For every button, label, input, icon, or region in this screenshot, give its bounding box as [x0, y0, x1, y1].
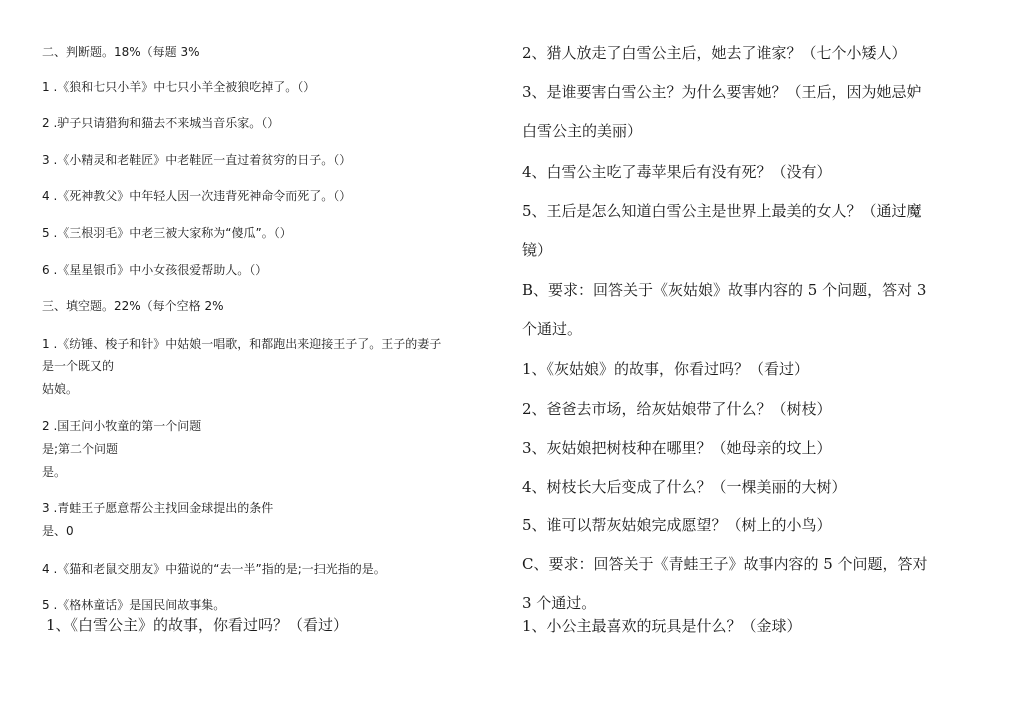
- question-item-continued: 镜）: [522, 241, 553, 259]
- question-item: 4、树枝长大后变成了什么？（一棵美丽的大树）: [522, 478, 847, 496]
- fill-in-item: 3 .青蛙王子愿意帮公主找回金球提出的条件: [42, 501, 274, 515]
- question-item: 3、是谁要害白雪公主？为什么要害她？（王后，因为她忌妒: [522, 83, 922, 101]
- fill-in-item-continued: 是、0: [42, 524, 74, 538]
- judgment-item: 5 .《三根羽毛》中老三被大家称为“傻瓜”。（）: [42, 226, 292, 240]
- fill-in-item-continued: 姑娘。: [42, 382, 79, 396]
- question-item: 5、王后是怎么知道白雪公主是世界上最美的女人？（通过魔: [522, 202, 922, 220]
- question-item: 1、小公主最喜欢的玩具是什么？（金球）: [522, 617, 802, 635]
- fill-in-item-continued: 是;第二个问题: [42, 442, 119, 456]
- fill-in-item: 5 .《格林童话》是国民间故事集。: [42, 598, 226, 612]
- judgment-item: 1 .《狼和七只小羊》中七只小羊全被狼吃掉了。（）: [42, 80, 316, 94]
- judgment-item: 4 .《死神教父》中年轻人因一次违背死神命令而死了。（）: [42, 189, 352, 203]
- section-requirement-b: B、要求：回答关于《灰姑娘》故事内容的 5 个问题，答对 3: [522, 281, 927, 299]
- question-item-continued: 白雪公主的美丽）: [522, 122, 643, 140]
- question-item: 2、猎人放走了白雪公主后，她去了谁家？（七个小矮人）: [522, 44, 907, 62]
- fill-in-item: 1 .《纺锤、梭子和针》中姑娘一唱歌，和都跑出来迎接王子了。王子的妻子: [42, 337, 442, 351]
- judgment-item: 6 .《星星银币》中小女孩很爱帮助人。（）: [42, 263, 268, 277]
- section-requirement-continued: 个通过。: [522, 320, 583, 338]
- question-item: 2、爸爸去市场，给灰姑娘带了什么？（树枝）: [522, 400, 832, 418]
- section-heading-fill-in: 三、填空题。22%（每个空格 2%: [42, 299, 224, 313]
- question-item: 5、谁可以帮灰姑娘完成愿望？（树上的小鸟）: [522, 516, 832, 534]
- section-heading-judgment: 二、判断题。18%（每题 3%: [42, 45, 200, 59]
- judgment-item: 2 .驴子只请猎狗和猫去不来城当音乐家。（）: [42, 116, 280, 130]
- question-item: 3、灰姑娘把树枝种在哪里？（她母亲的坟上）: [522, 439, 832, 457]
- fill-in-item-continued: 是一个既又的: [42, 359, 115, 373]
- fill-in-item: 4 .《猫和老鼠交朋友》中猫说的“去一半”指的是;一扫光指的是。: [42, 562, 386, 576]
- question-item: 4、白雪公主吃了毒苹果后有没有死？（没有）: [522, 163, 832, 181]
- section-requirement-continued: 3 个通过。: [522, 594, 597, 612]
- fill-in-item: 2 .国王问小牧童的第一个问题: [42, 419, 202, 433]
- question-item: 1、《白雪公主》的故事，你看过吗？（看过）: [46, 616, 349, 634]
- fill-in-item-continued: 是。: [42, 465, 67, 479]
- judgment-item: 3 .《小精灵和老鞋匠》中老鞋匠一直过着贫穷的日子。（）: [42, 153, 352, 167]
- question-item: 1、《灰姑娘》的故事，你看过吗？（看过）: [522, 360, 810, 378]
- section-requirement-c: C、要求：回答关于《青蛙王子》故事内容的 5 个问题，答对: [522, 555, 928, 573]
